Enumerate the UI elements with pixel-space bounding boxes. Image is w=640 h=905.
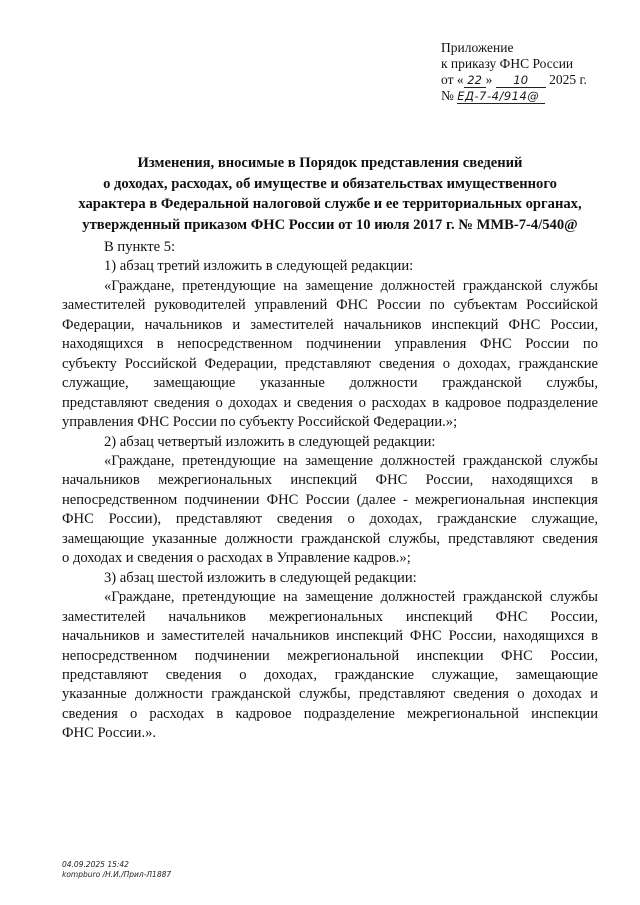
text-line: находящихся в непосредственном подчинении управления ФНС России по — [62, 336, 598, 353]
item-heading: 1) абзац третий изложить в следующей редакции: — [104, 258, 414, 275]
text-line: управления ФНС России по субъекту Российской Федерации.»; — [62, 414, 458, 431]
date-mid: » — [485, 72, 493, 87]
document-body — [62, 238, 598, 744]
text-line: начальников и заместителей начальников инспекций ФНС России, находящихся в — [62, 628, 598, 645]
intro-line: В пункте 5: — [104, 239, 176, 255]
text-line: сведения о расходах в кадровое подразделение межрегиональной инспекции — [62, 705, 598, 722]
item-paragraph — [62, 452, 598, 569]
text-line: «Граждане, претендующие на замещение должностей гражданской службы — [104, 277, 598, 294]
text-line: указанные должности гражданской службы, представляют сведения о доходах и — [62, 686, 598, 703]
text-line: непосредственном подчинении межрегиональной инспекции ФНС России, — [62, 647, 598, 664]
title-line: Изменения, вносимые в Порядок представления сведений — [137, 155, 523, 171]
text-line: «Граждане, претендующие на замещение должностей гражданской службы — [104, 589, 598, 606]
text-line: замещающие указанные должности гражданской службы, представляют сведения — [62, 530, 598, 547]
item-paragraph — [62, 277, 598, 433]
footer-file-ref: kompburo /Н.И./Прил-Л1887 — [62, 870, 172, 879]
text-line: начальников межрегиональных инспекций ФНС России, находящихся в — [62, 472, 598, 489]
footer-timestamp: 04.09.2025 15:42 — [62, 860, 129, 869]
title-line: утвержденный приказом ФНС России от 10 июля 2017 г. № ММВ-7-4/540@ — [82, 216, 578, 233]
text-line: непосредственном подчинении ФНС России (далее - межрегиональная инспекция — [62, 491, 598, 508]
date-day-handwritten: 22 — [464, 73, 486, 88]
text-line: о доходах и сведения о расходах в Управление кадров.»; — [62, 550, 411, 567]
appendix-header — [441, 40, 611, 104]
item-paragraph — [62, 588, 598, 744]
title-line: о доходах, расходах, об имуществе и обязательствах имущественного — [103, 175, 557, 192]
text-line: служащие, замещающие указанные должности гражданской службы, — [62, 375, 598, 392]
text-line: представляют сведения о доходах и сведения о расходах в кадровое подразделение — [62, 394, 598, 411]
appendix-number — [441, 88, 611, 104]
text-line: субъекту Российской Федерации, представляют сведения о доходах, гражданские — [62, 355, 598, 372]
order-number-handwritten: ЕД-7-4/914@ — [457, 89, 545, 104]
appendix-date — [441, 72, 611, 88]
number-prefix: № — [441, 88, 454, 103]
text-line: «Граждане, претендующие на замещение должностей гражданской службы — [104, 452, 598, 469]
document-title — [62, 153, 598, 235]
text-line: ФНС России), представляют сведения о доходах, гражданские служащие, — [62, 511, 598, 528]
item-heading: 3) абзац шестой изложить в следующей редакции: — [104, 569, 417, 586]
date-prefix: от « — [441, 72, 464, 87]
text-line: ФНС России.». — [62, 725, 157, 742]
appendix-label: Приложение — [441, 40, 514, 55]
date-month-handwritten: 10 — [496, 73, 546, 88]
text-line: заместителей начальников межрегиональных инспекций ФНС России, — [62, 608, 598, 625]
text-line: заместителей руководителей управлений ФНС России по субъектам Российской — [62, 297, 598, 314]
print-footer — [62, 860, 171, 880]
text-line: Федерации, начальников и заместителей начальников инспекций ФНС России, — [62, 316, 598, 333]
date-year: 2025 г. — [549, 72, 587, 87]
item-heading: 2) абзац четвертый изложить в следующей редакции: — [104, 433, 436, 450]
appendix-order-ref: к приказу ФНС России — [441, 56, 574, 71]
title-line: характера в Федеральной налоговой службе и ее территориальных органах, — [78, 196, 582, 212]
text-line: представляют сведения о доходах, гражданские служащие, замещающие — [62, 666, 598, 683]
